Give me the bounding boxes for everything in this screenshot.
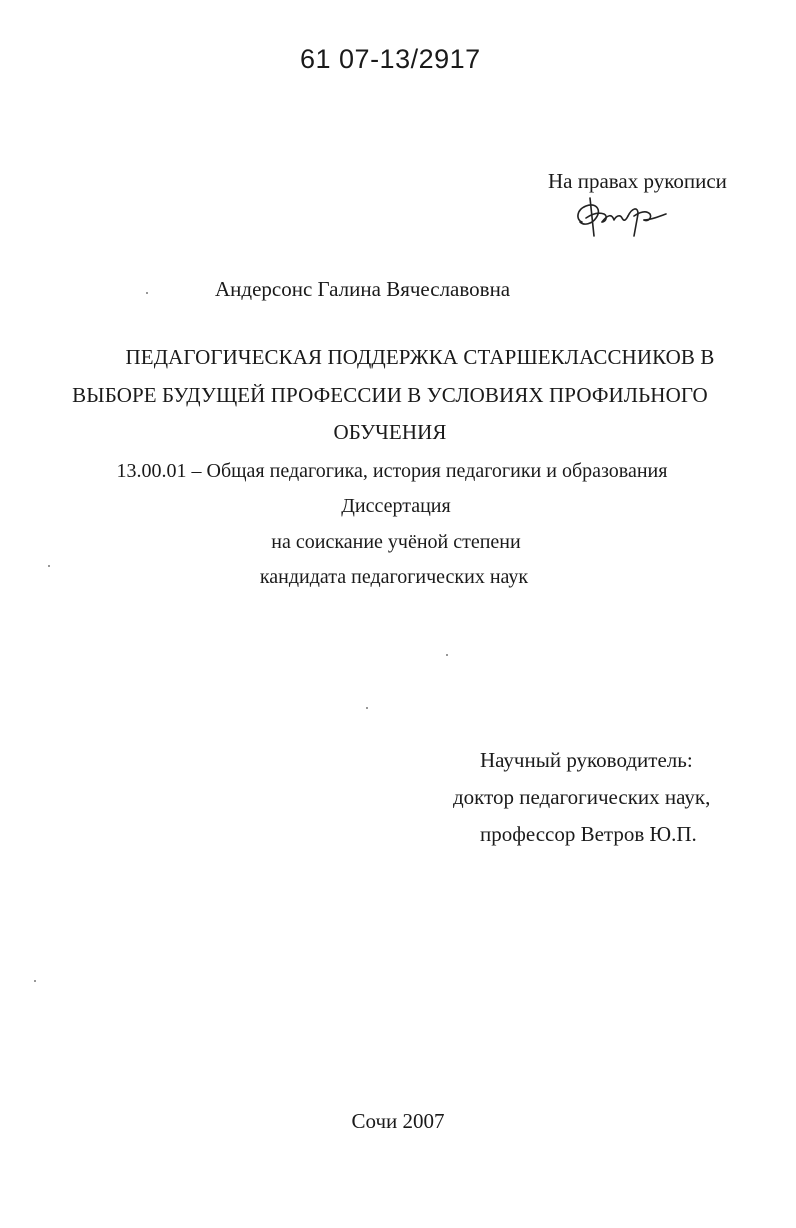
supervisor-label: Научный руководитель:	[480, 748, 693, 772]
degree-line-2: кандидата педагогических наук	[259, 566, 529, 588]
scan-speck	[48, 565, 50, 567]
supervisor-name: профессор Ветров Ю.П.	[480, 822, 697, 846]
archive-number: 61 07-13/2917	[300, 44, 481, 74]
scan-speck	[446, 654, 448, 656]
title-line-2: ВЫБОРЕ БУДУЩЕЙ ПРОФЕССИИ В УСЛОВИЯХ ПРОФИЛЬНОГО	[72, 383, 708, 407]
signature-icon	[572, 192, 672, 240]
specialty: 13.00.01 – Общая педагогика, история педагогики и образования	[116, 460, 668, 482]
rights-note: На правах рукописи	[548, 169, 727, 193]
supervisor-degree: доктор педагогических наук,	[453, 785, 711, 809]
title-line-1: ПЕДАГОГИЧЕСКАЯ ПОДДЕРЖКА СТАРШЕКЛАССНИКОВ В	[125, 345, 715, 369]
title-line-3: ОБУЧЕНИЯ	[333, 420, 447, 444]
scan-speck	[34, 980, 36, 982]
document-type: Диссертация	[341, 495, 451, 517]
place-year: Сочи 2007	[351, 1109, 445, 1133]
degree-line-1: на соискание учёной степени	[271, 531, 521, 553]
scan-speck	[146, 292, 148, 294]
author-name: Андерсонс Галина Вячеславовна	[215, 277, 511, 301]
scan-speck	[366, 707, 368, 709]
